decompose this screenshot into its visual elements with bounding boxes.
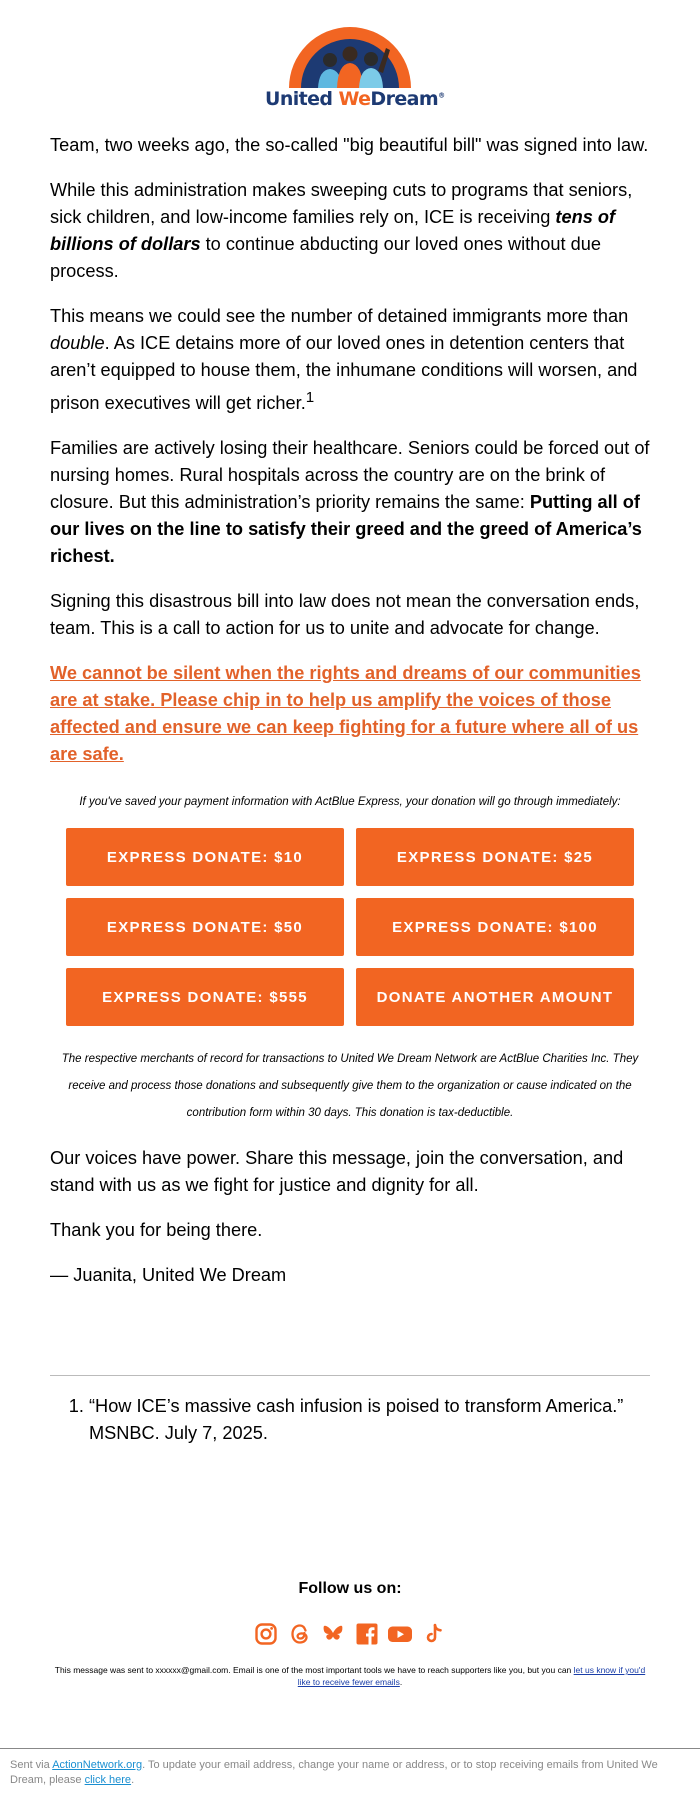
footnote-item: 1. “How ICE’s massive cash infusion is poised to transform America.” MSNBC. July 7, 2025. [89, 1393, 650, 1447]
action-network-footer: Sent via ActionNetwork.org. To update your email address, change your name or address, or to stop receiving emails from United We Dream, please click here. [10, 1759, 658, 1786]
donate-buttons [66, 828, 650, 1026]
merchant-disclaimer: The respective merchants of record for transactions to United We Dream Network are ActBlue Charities Inc. They receive and process those donations and subsequently give them to the organization or cause indicated on the contribution form within 30 days. This donation is tax-deductible. [61, 1053, 639, 1120]
tiktok-icon[interactable] [420, 1620, 448, 1648]
fewer-emails-link[interactable]: let us know if you'd like to receive fewer emails [297, 1665, 646, 1687]
unsubscribe-link[interactable]: click here [84, 1774, 132, 1786]
express-donate-555-button[interactable]: EXPRESS DONATE: $555 [66, 968, 344, 1026]
donate-another-amount-button[interactable]: DONATE ANOTHER AMOUNT [356, 968, 634, 1026]
logo-arch-icon [265, 26, 435, 88]
email-sent-note: This message was sent to xxxxxx@gmail.com. Email is one of the most important tools we have to reach supporters like you, but you can let us know if you'd like to receive fewer emails. [54, 1665, 646, 1687]
united-we-dream-logo [265, 26, 445, 110]
voices-paragraph: Our voices have power. Share this message, join the conversation, and stand with us as we fight for justice and dignity for all. [50, 1148, 624, 1196]
express-donate-50-button[interactable]: EXPRESS DONATE: $50 [66, 898, 344, 956]
social-links [252, 1620, 448, 1648]
chip-in-link[interactable]: We cannot be silent when the rights and dreams of our communities are at stake. Please chip in to help us amplify the voices of those affected and ensure we can keep fighting for a future where all of us are safe. [50, 663, 641, 765]
signoff: — Juanita, United We Dream [50, 1265, 287, 1286]
express-donate-25-button[interactable]: EXPRESS DONATE: $25 [356, 828, 634, 886]
logo-wordmark: United WeDream® [265, 88, 445, 110]
call-to-action-paragraph: Signing this disastrous bill into law does not mean the conversation ends, team. This is a call to action for us to unite and advocate for change. [50, 591, 640, 639]
action-network-link[interactable]: ActionNetwork.org [52, 1759, 143, 1771]
actblue-express-note: If you've saved your payment information with ActBlue Express, your donation will go through immediately: [79, 796, 621, 809]
funding-paragraph: While this administration makes sweeping cuts to programs that seniors, sick children, and low-income families rely on, ICE is receiving tens of billions of dollars to continue abducting our loved ones without due process. [50, 180, 633, 281]
footnote-ref[interactable]: 1 [305, 389, 315, 406]
youtube-icon[interactable] [386, 1620, 414, 1648]
healthcare-paragraph: Families are actively losing their healthcare. Seniors could be forced out of nursing homes. Rural hospitals across the country are on the brink of closure. But this administration’s priority remains the same: Putting all of our lives on the line to satisfy their greed and the greed of America’s richest. [50, 438, 650, 567]
threads-icon[interactable] [286, 1620, 314, 1648]
follow-us-heading: Follow us on: [298, 1580, 402, 1597]
bluesky-icon[interactable] [319, 1620, 347, 1648]
footnote-divider [50, 1375, 650, 1376]
email-body [50, 132, 650, 1307]
express-donate-10-button[interactable]: EXPRESS DONATE: $10 [66, 828, 344, 886]
thanks-paragraph: Thank you for being there. [50, 1220, 263, 1241]
bottom-divider [0, 1748, 700, 1749]
facebook-icon[interactable] [353, 1620, 381, 1648]
intro-paragraph: Team, two weeks ago, the so-called "big beautiful bill" was signed into law. [50, 135, 649, 155]
instagram-icon[interactable] [252, 1620, 280, 1648]
detention-paragraph: This means we could see the number of detained immigrants more than double. As ICE detains more of our loved ones in detention centers that aren’t equipped to house them, the inhumane conditions will worsen, and prison executives will get richer.$^1$ [50, 306, 638, 414]
express-donate-100-button[interactable]: EXPRESS DONATE: $100 [356, 898, 634, 956]
footnotes-list [50, 1393, 650, 1447]
